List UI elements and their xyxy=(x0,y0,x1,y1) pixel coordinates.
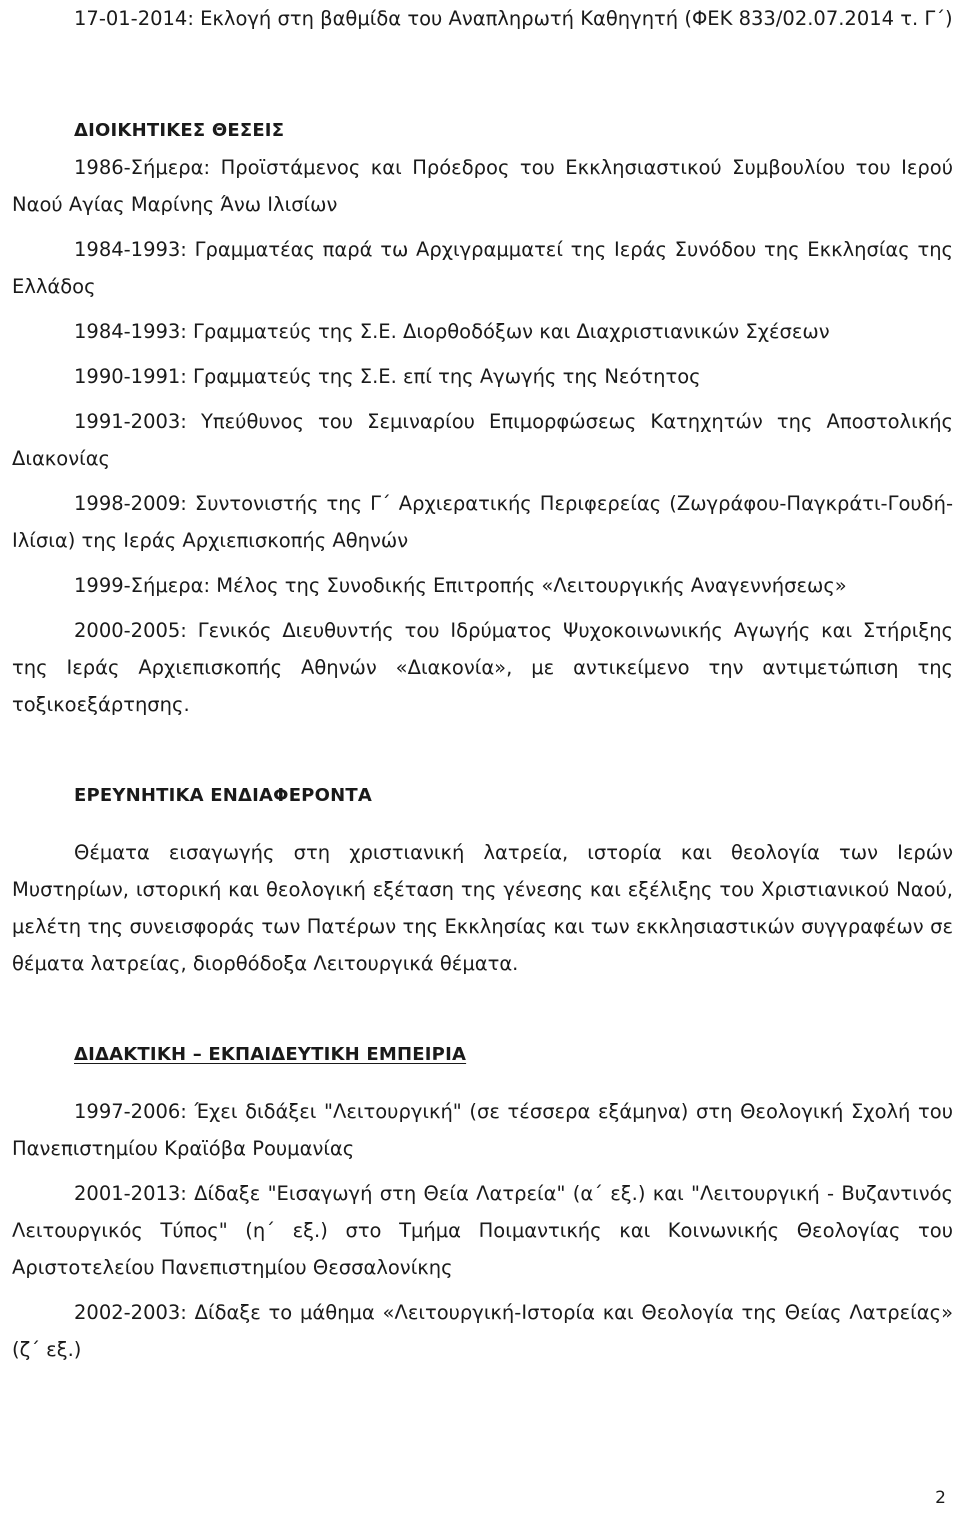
appointment-entry: 17-01-2014: Εκλογή στη βαθμίδα του Αναπληρωτή Καθηγητή (ΦΕΚ 833/02.07.2014 τ. Γ΄) xyxy=(74,7,953,30)
admin-entry: 1998-2009: Συντονιστής της Γ΄ Αρχιερατικής Περιφερείας (Ζωγράφου-Παγκράτι-Γουδή-Ιλίσια) της Ιεράς Αρχιεπισκοπής Αθηνών xyxy=(12,492,953,552)
section-heading-teaching: ΔΙΔΑΚΤΙΚΗ – ΕΚΠΑΙΔΕΥΤΙΚΗ ΕΜΠΕΙΡΙΑ xyxy=(74,1044,467,1065)
admin-entry: 1986-Σήμερα: Προϊστάμενος και Πρόεδρος του Εκκλησιαστικού Συμβουλίου του Ιερού Ναού Αγίας Μαρίνης Άνω Ιλισίων xyxy=(12,156,953,216)
teaching-entry: 2002-2003: Δίδαξε το μάθημα «Λειτουργική-Ιστορία και Θεολογία της Θείας Λατρείας» (ζ΄ εξ.) xyxy=(12,1301,953,1361)
admin-entry: 2000-2005: Γενικός Διευθυντής του Ιδρύματος Ψυχοκοινωνικής Αγωγής και Στήριξης της Ιεράς Αρχιεπισκοπής Αθηνών «Διακονία», με αντικείμενο την αντιμετώπιση της τοξικοεξάρτησης. xyxy=(12,619,953,716)
admin-entry: 1984-1993: Γραμματεύς της Σ.Ε. Διορθοδόξων και Διαχριστιανικών Σχέσεων xyxy=(74,320,830,343)
teaching-entry: 1997-2006: Έχει διδάξει "Λειτουργική" (σε τέσσερα εξάμηνα) στη Θεολογική Σχολή του Πανεπιστημίου Κραϊόβα Ρουμανίας xyxy=(12,1100,953,1160)
research-paragraph: Θέματα εισαγωγής στη χριστιανική λατρεία, ιστορία και θεολογία των Ιερών Μυστηρίων, ιστορική και θεολογική εξέταση της γένεσης και εξέλιξης του Χριστιανικού Ναού, μελέτη της συνεισφοράς των Πατέρων της Εκκλησίας και των εκκλησιαστικών συγγραφέων σε θέματα λατρείας, διορθόδοξα Λειτουργικά θέματα. xyxy=(12,841,953,975)
admin-entry: 1991-2003: Υπεύθυνος του Σεμιναρίου Επιμορφώσεως Κατηχητών της Αποστολικής Διακονίας xyxy=(12,410,953,470)
page-number: 2 xyxy=(935,1488,946,1508)
admin-entry: 1990-1991: Γραμματεύς της Σ.Ε. επί της Αγωγής της Νεότητος xyxy=(74,365,701,388)
admin-entry: 1999-Σήμερα: Μέλος της Συνοδικής Επιτροπής «Λειτουργικής Αναγεννήσεως» xyxy=(74,574,847,597)
section-heading-research: ΕΡΕΥΝΗΤΙΚΑ ΕΝΔΙΑΦΕΡΟΝΤΑ xyxy=(74,785,372,806)
teaching-entry: 2001-2013: Δίδαξε "Εισαγωγή στη Θεία Λατρεία" (α΄ εξ.) και "Λειτουργική - Βυζαντινός Λειτουργικός Τύπος" (η΄ εξ.) στο Τμήμα Ποιμαντικής και Κοινωνικής Θεολογίας του Αριστοτελείου Πανεπιστημίου Θεσσαλονίκης xyxy=(12,1182,953,1279)
admin-entry: 1984-1993: Γραμματέας παρά τω Αρχιγραμματεί της Ιεράς Συνόδου της Εκκλησίας της Ελλάδος xyxy=(12,238,953,298)
document-page xyxy=(12,0,953,1368)
section-heading-administrative: ΔΙΟΙΚΗΤΙΚΕΣ ΘΕΣΕΙΣ xyxy=(74,120,285,141)
